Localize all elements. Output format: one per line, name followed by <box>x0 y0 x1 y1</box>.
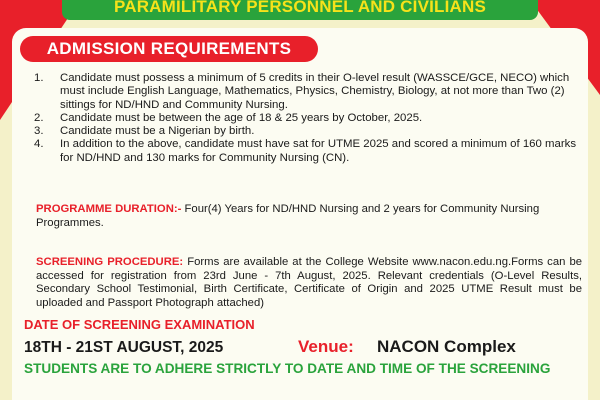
list-item-text: In addition to the above, candidate must have sat for UTME 2025 and scored a minimum of 160 marks for ND/HND and 130 marks for Community Nursing (CN). <box>60 138 577 164</box>
list-item-number: 3. <box>34 125 44 138</box>
venue-label: Venue: <box>298 337 354 356</box>
list-item <box>34 112 580 125</box>
list-item <box>34 72 580 112</box>
list-item-number: 1. <box>34 72 44 84</box>
list-item <box>34 125 580 138</box>
admission-heading: ADMISSION REQUIREMENTS <box>46 39 292 58</box>
programme-duration-label: PROGRAMME DURATION:- <box>36 203 182 215</box>
screening-date-heading: DATE OF SCREENING EXAMINATION <box>24 317 255 332</box>
admission-heading-pill <box>20 36 318 62</box>
programme-duration-text: Four(4) Years for ND/HND Nursing and 2 years for Community Nursing Programmes. <box>36 203 540 229</box>
screening-dates: 18TH - 21ST AUGUST, 2025 <box>24 339 224 356</box>
title-banner <box>62 0 538 20</box>
programme-duration <box>36 203 582 230</box>
list-item-text: Candidate must be a Nigerian by birth. <box>60 125 255 138</box>
adherence-notice: STUDENTS ARE TO ADHERE STRICTLY TO DATE AND TIME OF THE SCREENING <box>24 361 551 376</box>
banner-title: PARAMILITARY PERSONNEL AND CIVILIANS <box>113 0 487 16</box>
list-item-number: 2. <box>34 111 44 124</box>
screening-procedure-text: Forms are available at the College Website www.nacon.edu.ng.Forms can be accessed for registration from 23rd June - 7th August, 2025. Relevant credentials (O-Level Results, Secondary School Testimonial, Birth Certificate, Certificate of Origin and 2025 UTME Result must be uploaded and Passport Photograph attached) <box>36 256 583 309</box>
list-item-number: 4. <box>34 138 44 151</box>
venue-value: NACON Complex <box>377 337 516 356</box>
list-item-text: Candidate must be between the age of 18 & 25 years by October, 2025. <box>60 111 423 124</box>
list-item <box>34 138 580 165</box>
screening-procedure <box>36 256 582 310</box>
requirements-list <box>34 72 580 165</box>
list-item-text: Candidate must possess a minimum of 5 credits in their O-level result (WASSCE/GCE, NECO) which must include English Language, Mathematics, Physics, Chemistry, Biology, at not more than Two (2) sittings for ND/HND and Community Nursing. <box>60 72 570 111</box>
screening-procedure-label: SCREENING PROCEDURE: <box>36 256 184 268</box>
